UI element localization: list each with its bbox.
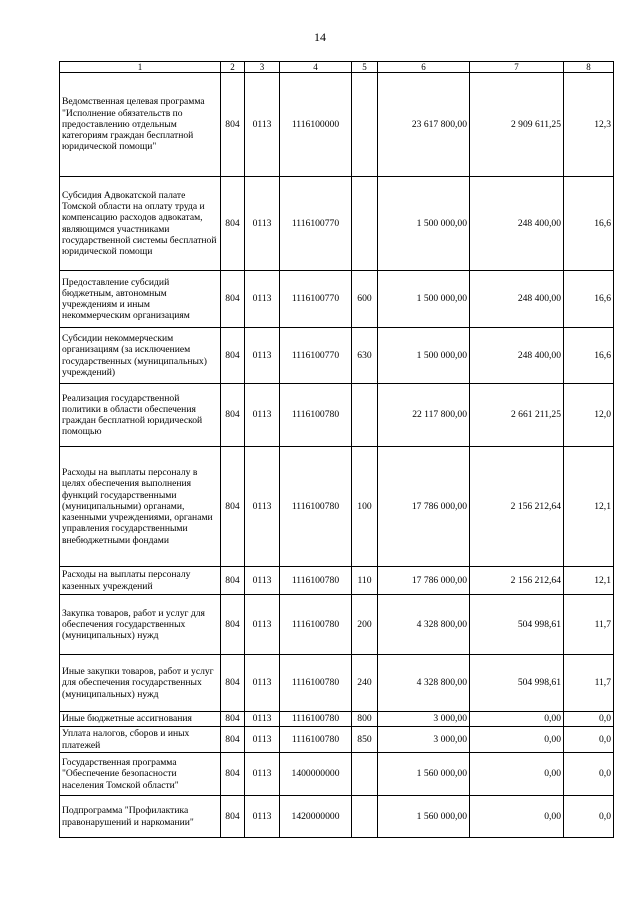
table-row [60, 73, 614, 177]
row-target-item-cell: 1116100000 [280, 73, 352, 177]
row-section-code-cell: 0113 [245, 328, 280, 384]
row-name-cell: Уплата налогов, сборов и иных платежей [60, 727, 221, 753]
row-expense-type-cell [352, 177, 378, 271]
row-plan-amount-cell: 1 560 000,00 [378, 796, 470, 838]
row-section-code-cell: 0113 [245, 177, 280, 271]
row-expense-type-cell [352, 753, 378, 796]
table-row [60, 384, 614, 447]
budget-execution-table [59, 61, 614, 838]
row-ministry-code-cell: 804 [221, 595, 245, 655]
row-name-cell: Субсидии некоммерческим организациям (за исключением государственных (муниципальных) учреждений) [60, 328, 221, 384]
row-expense-type-cell [352, 384, 378, 447]
header-col-8: 8 [564, 62, 614, 73]
row-name-cell: Расходы на выплаты персоналу в целях обеспечения выполнения функций государственными (муниципальными) органами, казенными учреждениями, органами управления государственными внебюджетными фондами [60, 447, 221, 567]
row-plan-amount-cell: 1 500 000,00 [378, 271, 470, 328]
row-target-item-cell: 1116100770 [280, 271, 352, 328]
row-plan-amount-cell: 4 328 800,00 [378, 595, 470, 655]
row-name-cell: Ведомственная целевая программа "Исполнение обязательств по предоставлению отдельным категориям граждан бесплатной юридической помощи" [60, 73, 221, 177]
row-plan-amount-cell: 4 328 800,00 [378, 655, 470, 712]
row-percent-cell: 0,0 [564, 712, 614, 727]
row-actual-amount-cell: 2 909 611,25 [470, 73, 564, 177]
row-actual-amount-cell: 0,00 [470, 727, 564, 753]
row-ministry-code-cell: 804 [221, 447, 245, 567]
row-ministry-code-cell: 804 [221, 567, 245, 595]
row-ministry-code-cell: 804 [221, 655, 245, 712]
row-actual-amount-cell: 0,00 [470, 753, 564, 796]
header-col-4: 4 [280, 62, 352, 73]
row-percent-cell: 0,0 [564, 796, 614, 838]
row-expense-type-cell: 100 [352, 447, 378, 567]
row-expense-type-cell: 240 [352, 655, 378, 712]
row-actual-amount-cell: 248 400,00 [470, 271, 564, 328]
row-name-cell: Подпрограмма "Профилактика правонарушений и наркомании" [60, 796, 221, 838]
row-target-item-cell: 1400000000 [280, 753, 352, 796]
row-ministry-code-cell: 804 [221, 73, 245, 177]
row-ministry-code-cell: 804 [221, 328, 245, 384]
row-expense-type-cell: 800 [352, 712, 378, 727]
header-row [60, 62, 614, 73]
table-row [60, 271, 614, 328]
row-name-cell: Субсидия Адвокатской палате Томской области на оплату труда и компенсацию расходов адвокатам, являющимся участниками государственной системы бесплатной юридической помощи [60, 177, 221, 271]
row-plan-amount-cell: 23 617 800,00 [378, 73, 470, 177]
row-name-cell: Иные бюджетные ассигнования [60, 712, 221, 727]
table-row [60, 595, 614, 655]
page-number: 14 [314, 30, 326, 44]
row-percent-cell: 0,0 [564, 727, 614, 753]
row-section-code-cell: 0113 [245, 796, 280, 838]
row-target-item-cell: 1116100780 [280, 712, 352, 727]
row-target-item-cell: 1420000000 [280, 796, 352, 838]
row-expense-type-cell [352, 73, 378, 177]
row-actual-amount-cell: 2 156 212,64 [470, 447, 564, 567]
row-name-cell: Расходы на выплаты персоналу казенных учреждений [60, 567, 221, 595]
row-expense-type-cell [352, 796, 378, 838]
row-plan-amount-cell: 17 786 000,00 [378, 567, 470, 595]
table-row [60, 177, 614, 271]
row-name-cell: Иные закупки товаров, работ и услуг для обеспечения государственных (муниципальных) нужд [60, 655, 221, 712]
row-percent-cell: 16,6 [564, 177, 614, 271]
row-name-cell: Предоставление субсидий бюджетным, автономным учреждениям и иным некоммерческим организациям [60, 271, 221, 328]
row-percent-cell: 12,0 [564, 384, 614, 447]
row-percent-cell: 12,3 [564, 73, 614, 177]
row-section-code-cell: 0113 [245, 567, 280, 595]
row-target-item-cell: 1116100770 [280, 177, 352, 271]
row-plan-amount-cell: 1 500 000,00 [378, 177, 470, 271]
row-target-item-cell: 1116100770 [280, 328, 352, 384]
row-section-code-cell: 0113 [245, 712, 280, 727]
header-col-2: 2 [221, 62, 245, 73]
table-row [60, 796, 614, 838]
table-row [60, 567, 614, 595]
table-row [60, 753, 614, 796]
row-percent-cell: 12,1 [564, 567, 614, 595]
row-section-code-cell: 0113 [245, 595, 280, 655]
row-expense-type-cell: 630 [352, 328, 378, 384]
header-col-5: 5 [352, 62, 378, 73]
row-actual-amount-cell: 248 400,00 [470, 328, 564, 384]
row-target-item-cell: 1116100780 [280, 567, 352, 595]
row-expense-type-cell: 850 [352, 727, 378, 753]
row-actual-amount-cell: 0,00 [470, 712, 564, 727]
row-name-cell: Закупка товаров, работ и услуг для обеспечения государственных (муниципальных) нужд [60, 595, 221, 655]
table-row [60, 655, 614, 712]
header-col-1: 1 [60, 62, 221, 73]
row-ministry-code-cell: 804 [221, 712, 245, 727]
row-target-item-cell: 1116100780 [280, 595, 352, 655]
row-section-code-cell: 0113 [245, 753, 280, 796]
row-ministry-code-cell: 804 [221, 384, 245, 447]
row-section-code-cell: 0113 [245, 447, 280, 567]
row-section-code-cell: 0113 [245, 655, 280, 712]
row-section-code-cell: 0113 [245, 73, 280, 177]
row-section-code-cell: 0113 [245, 271, 280, 328]
row-expense-type-cell: 110 [352, 567, 378, 595]
row-ministry-code-cell: 804 [221, 271, 245, 328]
row-ministry-code-cell: 804 [221, 727, 245, 753]
table-row [60, 712, 614, 727]
row-plan-amount-cell: 1 500 000,00 [378, 328, 470, 384]
row-plan-amount-cell: 1 560 000,00 [378, 753, 470, 796]
row-target-item-cell: 1116100780 [280, 384, 352, 447]
row-target-item-cell: 1116100780 [280, 655, 352, 712]
row-section-code-cell: 0113 [245, 727, 280, 753]
header-col-7: 7 [470, 62, 564, 73]
row-target-item-cell: 1116100780 [280, 447, 352, 567]
row-percent-cell: 11,7 [564, 595, 614, 655]
table-row [60, 447, 614, 567]
row-expense-type-cell: 600 [352, 271, 378, 328]
row-percent-cell: 16,6 [564, 271, 614, 328]
row-ministry-code-cell: 804 [221, 796, 245, 838]
row-actual-amount-cell: 248 400,00 [470, 177, 564, 271]
table-row [60, 727, 614, 753]
row-actual-amount-cell: 2 661 211,25 [470, 384, 564, 447]
row-percent-cell: 11,7 [564, 655, 614, 712]
row-actual-amount-cell: 2 156 212,64 [470, 567, 564, 595]
row-ministry-code-cell: 804 [221, 753, 245, 796]
row-name-cell: Государственная программа "Обеспечение безопасности населения Томской области" [60, 753, 221, 796]
table-row [60, 328, 614, 384]
row-ministry-code-cell: 804 [221, 177, 245, 271]
row-actual-amount-cell: 504 998,61 [470, 595, 564, 655]
table-body [60, 73, 614, 838]
header-col-3: 3 [245, 62, 280, 73]
row-expense-type-cell: 200 [352, 595, 378, 655]
row-section-code-cell: 0113 [245, 384, 280, 447]
row-plan-amount-cell: 3 000,00 [378, 727, 470, 753]
row-percent-cell: 12,1 [564, 447, 614, 567]
row-plan-amount-cell: 17 786 000,00 [378, 447, 470, 567]
row-target-item-cell: 1116100780 [280, 727, 352, 753]
row-percent-cell: 0,0 [564, 753, 614, 796]
row-name-cell: Реализация государственной политики в области обеспечения граждан бесплатной юридической помощью [60, 384, 221, 447]
row-actual-amount-cell: 0,00 [470, 796, 564, 838]
row-plan-amount-cell: 22 117 800,00 [378, 384, 470, 447]
header-col-6: 6 [378, 62, 470, 73]
row-plan-amount-cell: 3 000,00 [378, 712, 470, 727]
row-actual-amount-cell: 504 998,61 [470, 655, 564, 712]
row-percent-cell: 16,6 [564, 328, 614, 384]
